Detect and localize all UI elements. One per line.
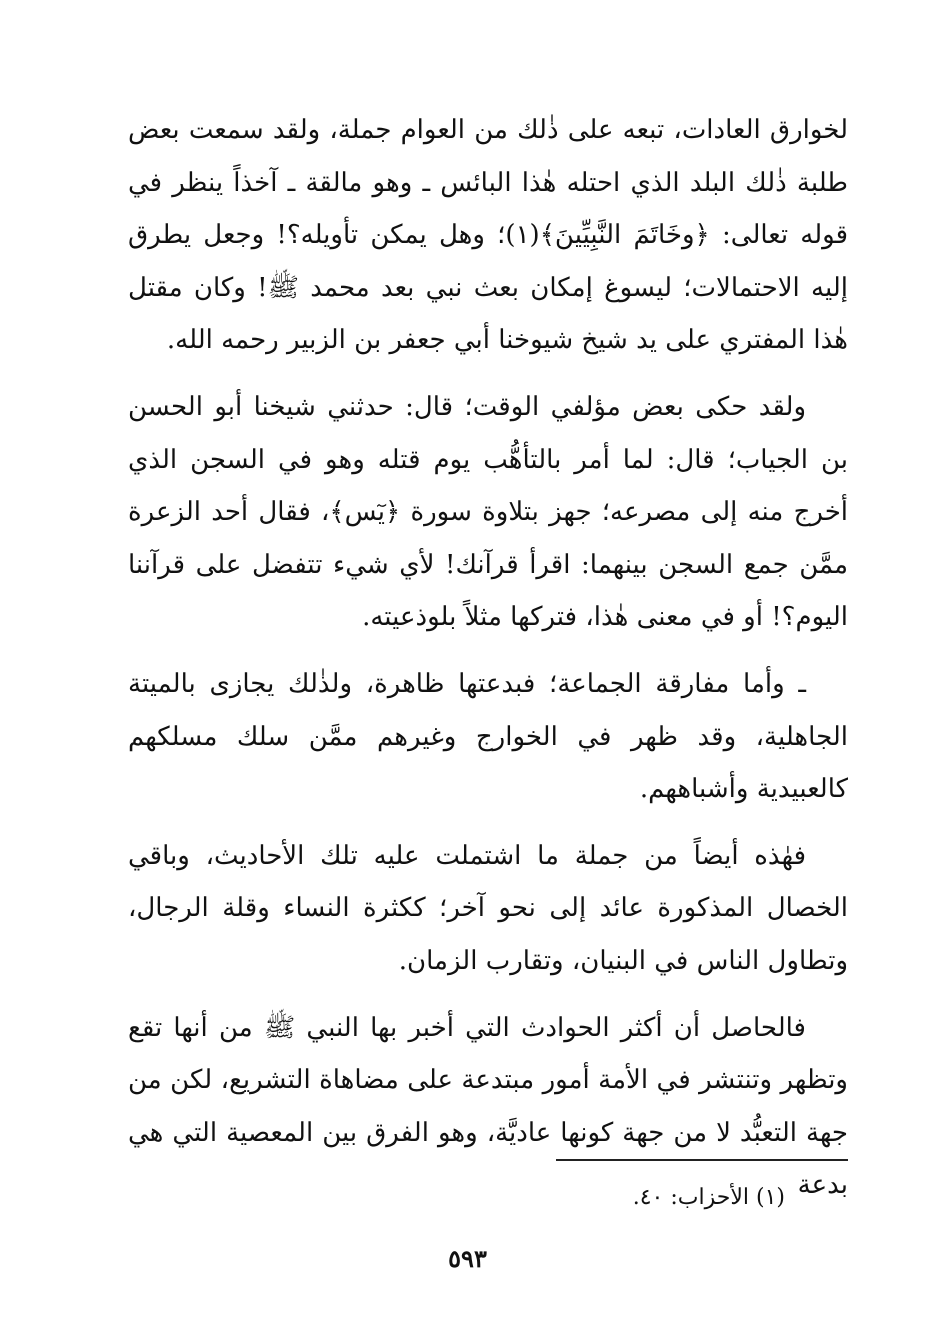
paragraph: ولقد حكى بعض مؤلفي الوقت؛ قال: حدثني شيخنا أبو الحسن بن الجياب؛ قال: لما أمر بالتأهُّب يوم قتله وهو في السجن الذي أخرج منه إلى مصرعه؛ جهز بتلاوة سورة ﴿يٓس﴾، فقال أحد الزعرة ممَّن جمع السجن بينهما: اقرأ قرآنك! لأي شيء تتفضل على قرآننا اليوم؟! أو في معنى هٰذا، فتركها مثلاً بلوذعيته. xyxy=(128,391,848,633)
paragraph: فالحاصل أن أكثر الحوادث التي أخبر بها النبي ﷺ من أنها تقع وتظهر وتنتشر في الأمة أمور مبتدعة على مضاهاة التشريع، لكن من جهة التعبُّد لا من جهة كونها عاديَّة، وهو الفرق بين المعصية التي هي بدعة xyxy=(128,1012,848,1201)
body-text xyxy=(128,104,848,1226)
footnote: (١) الأحزاب: ٤٠. xyxy=(632,1185,785,1210)
paragraph: لخوارق العادات، تبعه على ذٰلك من العوام جملة، ولقد سمعت بعض طلبة ذٰلك البلد الذي احتله هٰذا البائس ـ وهو مالقة ـ آخذاً ينظر في قوله تعالى: ﴿وخَاتَمَ النَّبِيِّينَ﴾(١)؛ وهل يمكن تأويله؟! وجعل يطرق إليه الاحتمالات؛ ليسوغ إمكان بعث نبي بعد محمد ﷺ! وكان مقتل هٰذا المفتري على يد شيخ شيوخنا أبي جعفر بن الزبير رحمه الله. xyxy=(128,115,849,356)
paragraph: ـ وأما مفارقة الجماعة؛ فبدعتها ظاهرة، ولذٰلك يجازى بالميتة الجاهلية، وقد ظهر في الخوارج وغيرهم ممَّن سلك مسلكهم كالعبيدية وأشباههم. xyxy=(128,668,848,805)
footnote-divider xyxy=(556,1159,848,1161)
page-number: ٥٩٣ xyxy=(448,1244,487,1273)
paragraph: فهٰذه أيضاً من جملة ما اشتملت عليه تلك الأحاديث، وباقي الخصال المذكورة عائد إلى نحو آخر؛ ككثرة النساء وقلة الرجال، وتطاول الناس في البنيان، وتقارب الزمان. xyxy=(128,840,848,976)
